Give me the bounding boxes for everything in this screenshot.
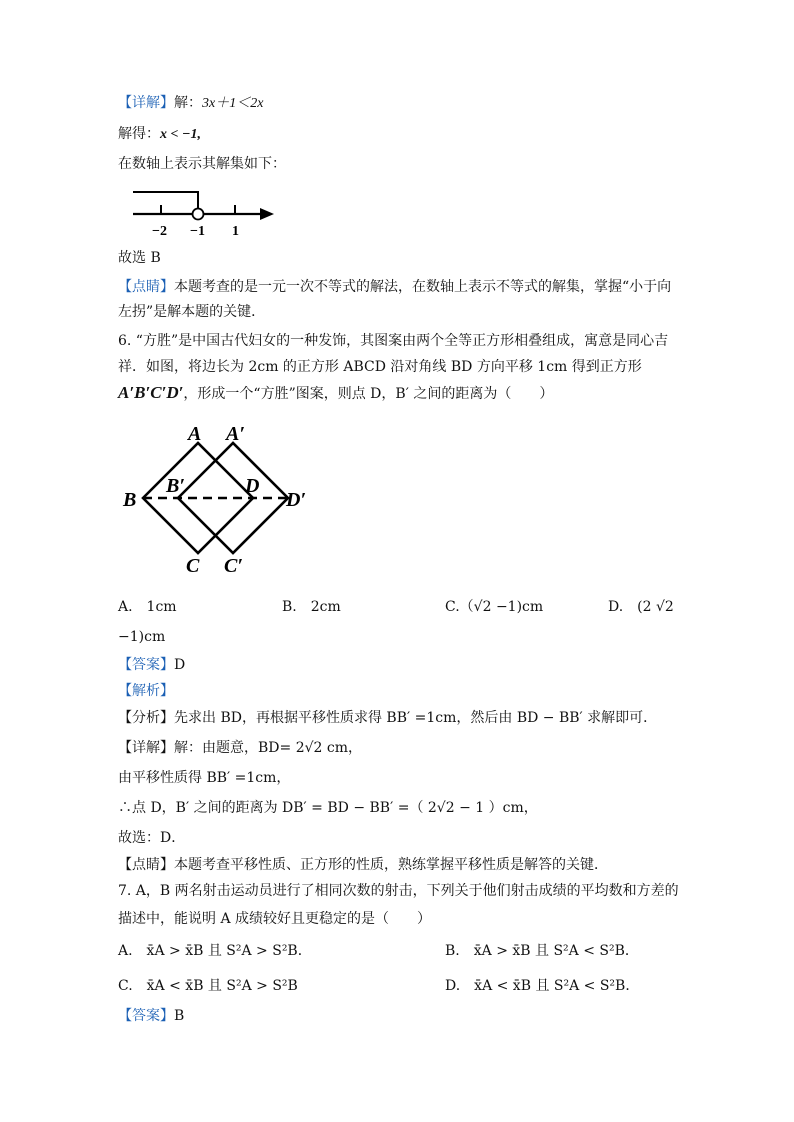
- q7-option-b: B. x̄A > x̄B 且 S²A < S²B．: [445, 943, 639, 959]
- detail-tag-q6: 【详解】: [118, 740, 174, 756]
- result-line: [118, 124, 201, 145]
- q6-stem-1: 6. “方胜”是中国古代妇女的一种发饰，其图案由两个全等正方形相叠组成，寓意是同心吉: [118, 333, 669, 349]
- fenxi-tag: 【分析】: [118, 710, 174, 726]
- label-a-prime: A′: [226, 423, 245, 445]
- detail-tag: 【详解】: [118, 95, 174, 111]
- q6-detail-4: 故选：D．: [118, 830, 186, 846]
- answer-tag-q7: 【答案】: [118, 1008, 174, 1024]
- fenxi-text: 先求出 BD，再根据平移性质求得 BB′ =1cm，然后由 BD − BB′ 求解即可．: [174, 710, 658, 726]
- label-c: C: [186, 555, 200, 577]
- axis-label-1: 1: [232, 224, 239, 239]
- comment-text-1: 本题考查的是一元一次不等式的解法，在数轴上表示不等式的解集，掌握“小于向: [174, 279, 672, 295]
- label-d: D: [245, 475, 260, 497]
- fangsheng-figure: [118, 418, 328, 583]
- comment-tag-q6: 【点睛】: [118, 857, 174, 873]
- result-label: 解得：: [118, 126, 160, 142]
- arrow-head-icon: [260, 208, 274, 220]
- q6-detail-3: ∴点 D，B′ 之间的距离为 DB′ = BD − BB′ =（ 2√2 − 1 ）cm，: [118, 800, 538, 816]
- result-expression: x < −1,: [160, 127, 201, 142]
- q6-stem-2: 祥．如图，将边长为 2cm 的正方形 ABCD 沿对角线 BD 方向平移 1cm 得到正方形: [118, 359, 642, 375]
- q6-answer: D: [174, 657, 186, 673]
- answer-line: 故选 B: [118, 250, 161, 266]
- q7-stem-1: 7. A，B 两名射击运动员进行了相同次数的射击，下列关于他们射击成绩的平均数和方差的: [118, 883, 679, 899]
- axis-intro: 在数轴上表示其解集如下：: [118, 156, 286, 172]
- q7-option-d: D. x̄A < x̄B 且 S²A < S²B．: [445, 978, 640, 994]
- q6-option-d-cont: −1)cm: [118, 629, 166, 645]
- q6-answer-line: [118, 655, 185, 675]
- label-b-prime: B′: [166, 475, 185, 497]
- label-a: A: [188, 423, 202, 445]
- q6-option-c: C.（√2 −1)cm: [445, 599, 544, 615]
- q6-option-b: B. 2cm: [282, 599, 341, 615]
- solution-ray: [133, 192, 198, 214]
- answer-tag: 【答案】: [118, 657, 174, 673]
- q6-analysis-tag: [118, 681, 174, 701]
- label-c-prime: C′: [224, 555, 243, 577]
- q6-fenxi-line: [118, 708, 657, 728]
- solve-expression: 3x＋1＜2x: [202, 96, 264, 111]
- q6-stem-3-text: ，形成一个“方胜”图案，则点 D，B′ 之间的距离为（ ）: [183, 386, 554, 402]
- number-line-figure: [128, 183, 278, 239]
- q7-option-a: A. x̄A > x̄B 且 S²A > S²B．: [118, 943, 312, 959]
- comment-tag: 【点睛】: [118, 279, 174, 295]
- q6-stem-3: [118, 383, 553, 404]
- q6-comment-text: 本题考查平移性质、正方形的性质，熟练掌握平移性质是解答的关键．: [174, 857, 608, 873]
- label-b: B: [123, 489, 137, 511]
- q7-answer: B: [174, 1008, 185, 1024]
- comment-line-2: 左拐”是解本题的关键．: [118, 304, 266, 320]
- q6-square-name: A′B′C′D′: [118, 383, 184, 402]
- open-circle-icon: [193, 209, 204, 220]
- analysis-tag: 【解析】: [118, 683, 174, 699]
- comment-line-1: [118, 277, 671, 297]
- axis-label-minus1: −1: [190, 224, 205, 239]
- axis-label-minus2: −2: [152, 224, 167, 239]
- q7-stem-2: 描述中，能说明 A 成绩较好且更稳定的是（ ）: [118, 911, 432, 927]
- q6-option-a: A. 1cm: [118, 599, 177, 615]
- q6-option-d: D. (2 √2: [608, 599, 674, 615]
- q6-detail-2: 由平移性质得 BB′ =1cm，: [118, 770, 291, 786]
- detail-text-1: 解：由题意，BD= 2√2 cm，: [174, 740, 362, 756]
- q7-option-c: C. x̄A < x̄B 且 S²A > S²B: [118, 978, 298, 994]
- detail-line-1: [118, 93, 263, 114]
- q7-answer-line: [118, 1006, 184, 1026]
- solve-label: 解：: [174, 95, 202, 111]
- q6-detail-1: [118, 738, 362, 758]
- label-d-prime: D′: [286, 489, 307, 511]
- q6-comment-line: [118, 855, 608, 875]
